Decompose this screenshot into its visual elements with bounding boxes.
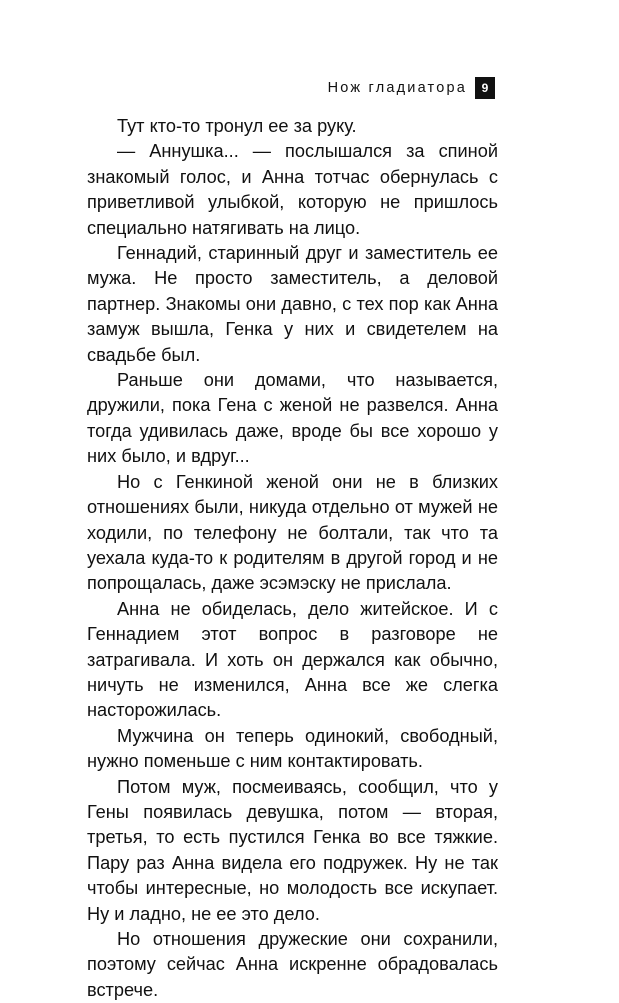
paragraph: — Аннушка... — послышался за спиной знакомый голос, и Анна тотчас обернулась с приветливой улыбкой, которую не пришлось специально натягивать на лицо.	[87, 141, 498, 238]
paragraph: Потом муж, посмеиваясь, сообщил, что у Гены появилась девушка, потом — вторая, третья, то есть пустился Генка во все тяжкие. Пару раз Анна видела его подружек. Ну не так чтобы интересные, но молодость все искупает. Ну и ладно, не ее это дело.	[87, 776, 498, 924]
paragraph: Но отношения дружеские они сохранили, поэтому сейчас Анна искренне обрадовалась встрече.	[87, 929, 498, 1000]
paragraph: Мужчина он теперь одинокий, свободный, нужно поменьше с ним контактировать.	[87, 725, 498, 772]
paragraph: Тут кто-то тронул ее за руку.	[117, 116, 357, 136]
book-title: Нож гладиатора	[327, 80, 467, 96]
paragraph: Анна не обиделась, дело житейское. И с Геннадием этот вопрос в разговоре не затрагивала. И хоть он держался как обычно, ничуть не изменился, Анна все же слегка насторожилась.	[87, 598, 498, 721]
paragraph: Геннадий, старинный друг и заместитель ее мужа. Не просто заместитель, а деловой партнер. Знакомы они давно, с тех пор как Анна замуж вышла, Генка у них и свидетелем на свадьбе был.	[87, 243, 498, 365]
running-header	[328, 77, 495, 99]
body-text	[87, 114, 498, 1003]
page-number: 9	[475, 77, 495, 99]
paragraph: Но с Генкиной женой они не в близких отношениях были, никуда отдельно от мужей не ходили, по телефону не болтали, так что та уехала куда-то к родителям в другой город и не попрощалась, даже эсэмэску не прислала.	[87, 471, 498, 594]
paragraph: Раньше они домами, что называется, дружили, пока Гена с женой не развелся. Анна тогда удивилась даже, вроде бы все хорошо у них было, и вдруг...	[87, 370, 498, 467]
